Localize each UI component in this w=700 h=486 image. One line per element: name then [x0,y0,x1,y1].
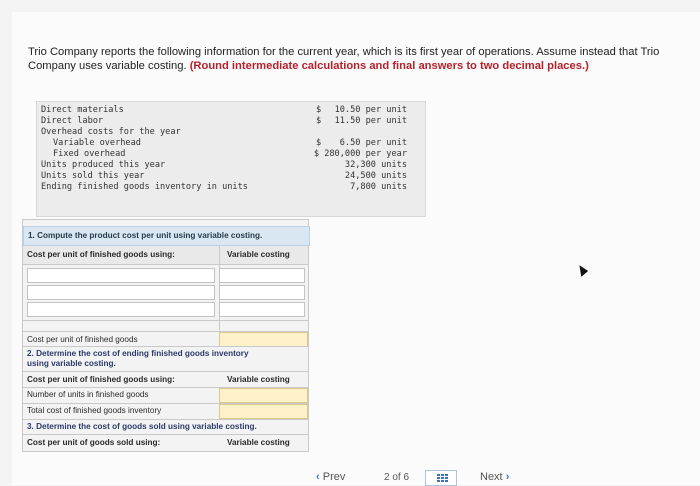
info-label: Units sold this year [41,171,145,181]
info-row [37,127,425,138]
q2-title-line2: using variable costing. [27,359,116,368]
pagination-bar [316,470,540,485]
info-row [37,160,425,171]
prev-label: Prev [322,471,346,483]
info-label: Variable overhead [53,138,141,148]
q1-input-row [27,302,303,316]
info-row [37,149,425,160]
info-dollar: $ [316,105,322,115]
info-value: 7,800 units [350,182,407,192]
rounding-instruction: (Round intermediate calculations and final answers to two decimal places.) [189,60,589,72]
info-label: Direct materials [41,105,124,115]
page-indicator: 2 of 6 [384,472,410,483]
prev-button[interactable] [316,471,345,483]
q2-col1-header: Cost per unit of finished goods using: [27,375,175,384]
info-value: $ 280,000 per year [313,149,407,159]
answer-worksheet [22,219,309,452]
q2-col2-header: Variable costing [227,375,290,384]
q1-result-label: Cost per unit of finished goods [27,335,138,344]
q3-col2-header: Variable costing [227,438,290,447]
q2-title-line1: 2. Determine the cost of ending finished goods inventory [27,349,249,358]
q2-units-label: Number of units in finished goods [27,390,149,399]
cost-amount-input[interactable] [219,268,305,283]
info-row [37,105,425,116]
next-label: Next [480,471,503,483]
info-row [37,171,425,182]
grid-view-icon[interactable] [425,470,457,486]
info-value: 24,500 units [344,171,407,181]
cost-component-input[interactable] [27,268,215,283]
intro-text: Trio Company reports the following information for the current year, which is its first year of operations. Assume instead that Trio Company uses variable costing. [28,46,660,72]
info-dollar: $ [316,116,322,126]
divider [23,371,308,372]
q1-col1-header: Cost per unit of finished goods using: [27,250,175,259]
problem-intro [28,45,688,73]
info-label: Overhead costs for the year [41,127,181,137]
q1-result-input[interactable] [219,332,308,347]
divider [23,434,308,435]
cost-amount-input[interactable] [219,285,305,300]
q1-input-row [27,285,303,299]
cost-component-input[interactable] [27,302,215,317]
info-value: 32,300 units [344,160,407,170]
info-label: Direct labor [41,116,104,126]
q1-header-row [23,246,308,265]
q1-title: 1. Compute the product cost per unit using variable costing. [23,226,310,246]
info-row [37,116,425,127]
info-value: 10.50 per unit [334,105,407,115]
info-row [37,138,425,149]
cost-component-input[interactable] [27,285,215,300]
q2-total-label: Total cost of finished goods inventory [27,406,162,415]
info-value: 6.50 per unit [339,138,407,148]
chevron-left-icon: ‹ [316,471,320,483]
q2-units-input[interactable] [219,388,308,403]
next-button[interactable] [480,471,509,483]
info-label: Ending finished goods inventory in units [41,182,248,192]
info-value: 11.50 per unit [334,116,407,126]
info-label: Units produced this year [41,160,166,170]
info-row [37,182,425,193]
q1-input-row [27,268,303,282]
q3-title: 3. Determine the cost of goods sold using variable costing. [27,422,257,431]
info-label: Fixed overhead [53,149,126,159]
info-dollar: $ [316,138,322,148]
given-data-table [36,101,426,217]
q1-col2-header: Variable costing [227,250,290,259]
cost-amount-input[interactable] [219,302,305,317]
q3-col1-header: Cost per unit of goods sold using: [27,438,161,447]
chevron-right-icon: › [505,471,510,483]
divider [23,320,308,321]
q2-total-input[interactable] [219,404,308,419]
